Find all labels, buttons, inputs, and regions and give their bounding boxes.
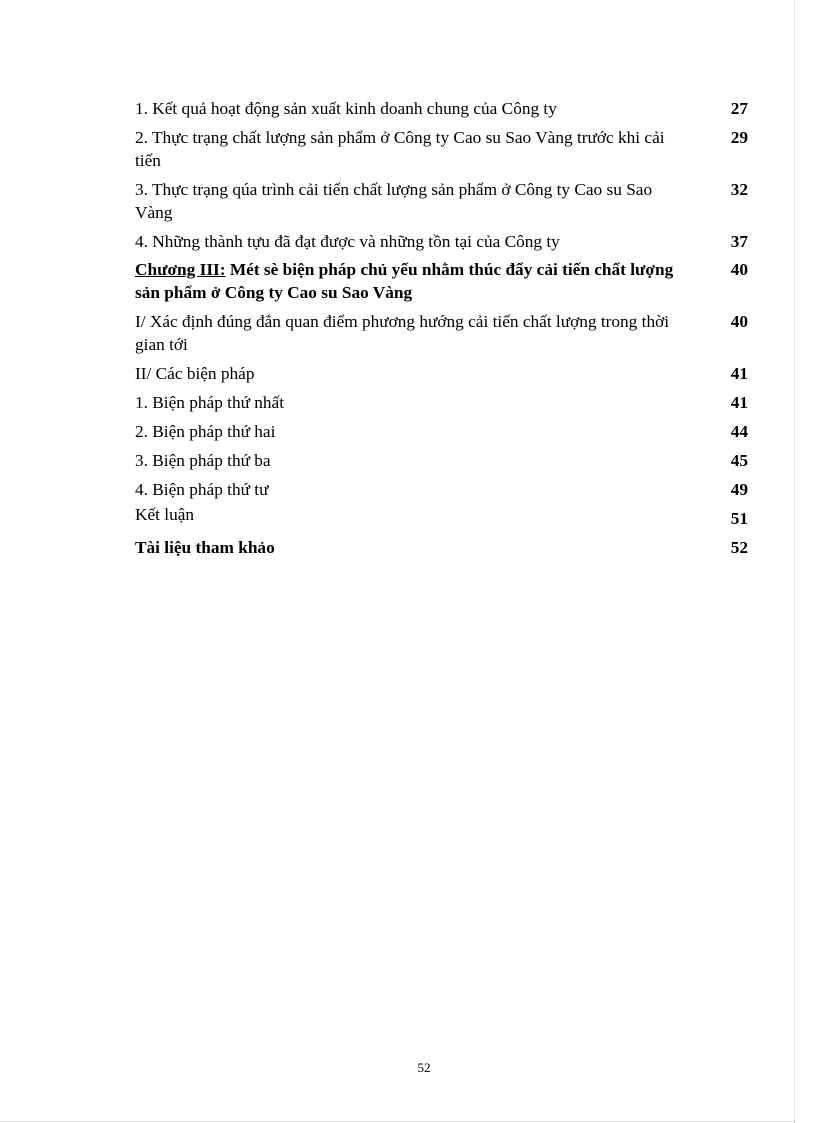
toc-entry-thuc-trang-cai-tien (135, 178, 750, 224)
toc-entry-text: 3. Biện pháp thứ ba (135, 451, 271, 470)
toc-entry-cac-bien-phap (135, 362, 750, 385)
toc-entry-text: 4. Biện pháp thứ tư (135, 480, 269, 499)
toc-entry-ket-qua (135, 97, 750, 120)
toc-entry-page: 40 (730, 312, 748, 331)
page-number: 52 (417, 1060, 431, 1075)
toc-entry-page: 32 (730, 180, 748, 199)
toc-entry-page: 40 (730, 260, 748, 279)
toc-entry-page: 44 (730, 422, 748, 441)
toc-entry-page: 27 (730, 99, 748, 118)
toc-entry-bien-phap-1 (135, 391, 750, 414)
toc-entry-text: Tài liệu tham khảo (135, 538, 275, 557)
toc-entry-text: I/ Xác định đúng đắn quan điểm phương hướng cải tiến chất lượng trong thời gian tới (135, 312, 670, 354)
toc-entry-text: 2. Biện pháp thứ hai (135, 422, 276, 441)
page-border-right (794, 0, 795, 1123)
toc-entry-text: II/ Các biện pháp (135, 364, 255, 383)
chapter-label: Chương III: (135, 260, 226, 279)
toc-entry-bien-phap-4 (135, 478, 750, 501)
toc-entry-bien-phap-2 (135, 420, 750, 443)
toc-entry-text: 2. Thực trạng chất lượng sản phẩm ở Công ty Cao su Sao Vàng trước khi cải tiến (135, 128, 665, 170)
toc-entry-text: 1. Biện pháp thứ nhất (135, 393, 285, 412)
toc-chapter-heading (135, 258, 690, 304)
toc-entry-thanh-tuu (135, 230, 750, 253)
toc-entry-page: 49 (730, 480, 748, 499)
toc-entry-ket-luan (135, 507, 750, 530)
toc-entry-page: 37 (730, 232, 748, 251)
table-of-contents (135, 97, 750, 565)
toc-entry-text: Kết luận (135, 505, 195, 524)
page-border-bottom (0, 1121, 795, 1122)
toc-entry-text: 3. Thực trạng qúa trình cải tiến chất lượng sản phẩm ở Công ty Cao su Sao Vàng (135, 180, 653, 222)
toc-entry-page: 41 (730, 364, 748, 383)
toc-chapter-3 (135, 258, 750, 304)
toc-entry-page: 29 (730, 128, 748, 147)
toc-entry-thuc-trang-chat-luong (135, 126, 750, 172)
toc-entry-page: 41 (730, 393, 748, 412)
toc-entry-page: 45 (730, 451, 748, 470)
toc-entry-page: 52 (730, 538, 748, 557)
chapter-title: Mét sè biện pháp chủ yếu nhằm thúc đẩy cải tiến chất lượng sản phẩm ở Công ty Cao su Sao Vàng (135, 260, 674, 302)
toc-entry-text: 4. Những thành tựu đã đạt được và những tồn tại của Công ty (135, 232, 560, 251)
toc-entry-xac-dinh (135, 310, 750, 356)
toc-entry-bien-phap-3 (135, 449, 750, 472)
toc-entry-text: 1. Kết quả hoạt động sản xuất kinh doanh chung của Công ty (135, 99, 557, 118)
toc-entry-page: 51 (730, 509, 748, 528)
toc-entry-tai-lieu (135, 536, 750, 559)
